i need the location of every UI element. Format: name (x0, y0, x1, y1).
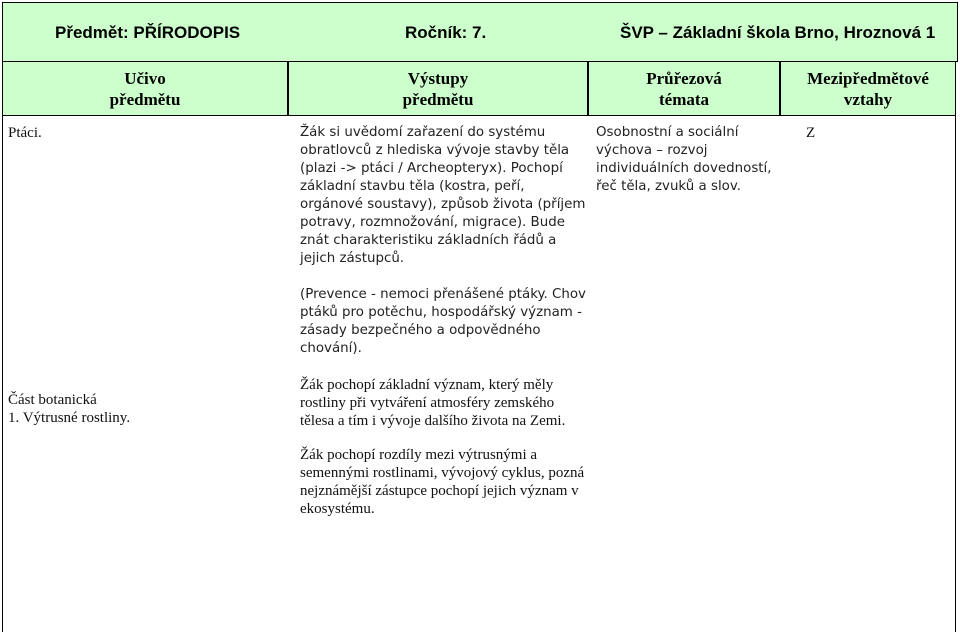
botany-title: Část botanická (8, 392, 97, 408)
column-header-cross-topics (588, 62, 780, 116)
inter-subject-relation: Z (806, 125, 816, 141)
school-program-title: ŠVP – Základní škola Brno, Hroznová 1 (620, 23, 936, 42)
column-header-curriculum (2, 62, 288, 116)
botany-item: 1. Výtrusné rostliny. (8, 410, 131, 426)
column-header-outcomes (288, 62, 588, 116)
column-header-outcomes-label: Výstupy předmětu (402, 68, 474, 109)
outcome-birds-system: Žák si uvědomí zařazení do systému obratlovců z hlediska vývoje stavby těla (plazi -> ptáci / Archeopteryx). Pochopí základní stavbu těla (kostra, peří, orgánové soustavy), způsob života (příjem potravy, rozmnožování, migrace). Bude znát charakteristiku základních řádů a jejich zástupců. (300, 125, 586, 266)
outcome-birds-prevention: (Prevence - nemoci přenášené ptáky. Chov ptáků pro potěchu, hospodářský význam - zásady bezpečného a odpovědného chování). (300, 287, 586, 356)
title-bar (2, 2, 958, 62)
column-header-inter-subject (780, 62, 956, 116)
topic-birds: Ptáci. (8, 125, 42, 141)
column-header-cross-topics-label: Průřezová témata (646, 68, 722, 109)
column-header-curriculum-label: Učivo předmětu (109, 68, 181, 109)
column-header-inter-subject-label: Mezipředmětové vztahy (807, 68, 929, 109)
grade-title: Ročník: 7. (405, 23, 487, 42)
outcome-spore-plants: Žák pochopí rozdíly mezi výtrusnými a semennými rostlinami, vývojový cyklus, pozná nejznámější zástupce pochopí jejich význam v ekosystému. (300, 447, 585, 517)
outcome-plants-atmosphere: Žák pochopí základní význam, který měly rostliny při vytváření atmosféry zemského tělesa a tím i vývoje dalšího života na Zemi. (300, 377, 566, 429)
cross-topic-personal-social: Osobnostní a sociální výchova – rozvoj individuálních dovedností, řeč těla, zvuků a slov. (596, 125, 772, 194)
topic-botany (8, 391, 208, 427)
subject-title: Předmět: PŘÍRODOPIS (55, 23, 241, 42)
